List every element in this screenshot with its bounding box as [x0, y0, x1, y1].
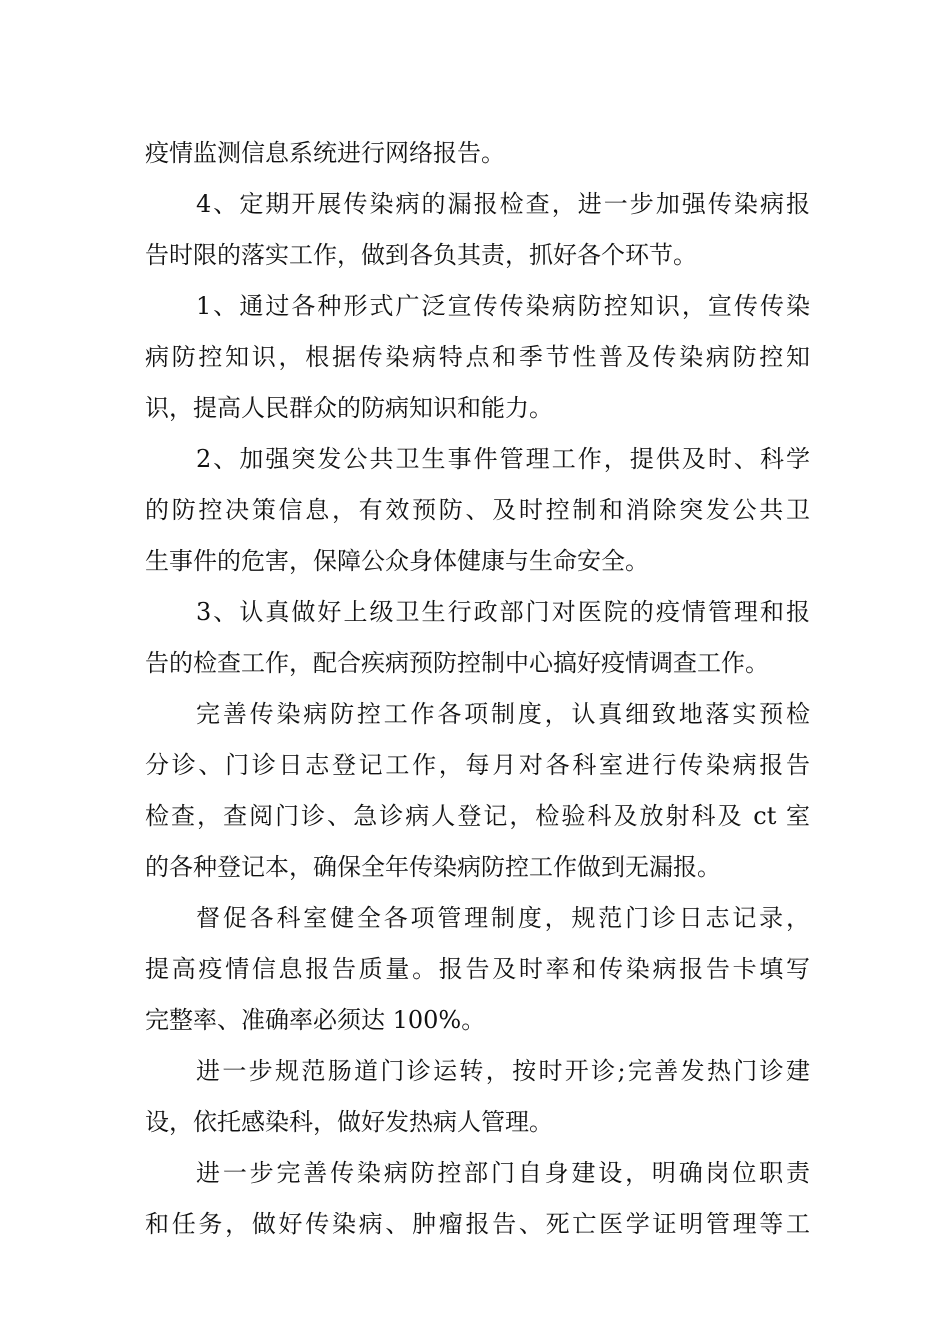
- text-line: 病防控知识，根据传染病特点和季节性普及传染病防控知: [145, 343, 810, 371]
- text-line: 4、定期开展传染病的漏报检查，进一步加强传染病报: [196, 190, 810, 218]
- text-line: 检查，查阅门诊、急诊病人登记，检验科及放射科及 ct 室: [145, 802, 810, 830]
- text-line: 提高疫情信息报告质量。报告及时率和传染病报告卡填写: [145, 955, 810, 983]
- text-line: 和任务，做好传染病、肿瘤报告、死亡医学证明管理等工: [145, 1210, 810, 1238]
- text-line: 的防控决策信息，有效预防、及时控制和消除突发公共卫: [145, 496, 810, 524]
- text-line: 的各种登记本，确保全年传染病防控工作做到无漏报。: [145, 853, 721, 881]
- text-line: 设，依托感染科，做好发热病人管理。: [145, 1108, 553, 1136]
- text-line: 督促各科室健全各项管理制度，规范门诊日志记录，: [196, 904, 810, 932]
- text-line: 1、通过各种形式广泛宣传传染病防控知识，宣传传染: [196, 292, 810, 320]
- text-line: 2、加强突发公共卫生事件管理工作，提供及时、科学: [196, 445, 810, 473]
- text-line: 进一步规范肠道门诊运转，按时开诊;完善发热门诊建: [196, 1057, 810, 1085]
- text-line: 疫情监测信息系统进行网络报告。: [145, 139, 505, 167]
- text-line: 分诊、门诊日志登记工作，每月对各科室进行传染病报告: [145, 751, 810, 779]
- text-line: 告时限的落实工作，做到各负其责，抓好各个环节。: [145, 241, 697, 269]
- text-line: 3、认真做好上级卫生行政部门对医院的疫情管理和报: [196, 598, 810, 626]
- document-body: [145, 128, 810, 1250]
- text-line: 识，提高人民群众的防病知识和能力。: [145, 394, 553, 422]
- text-line: 生事件的危害，保障公众身体健康与生命安全。: [145, 547, 649, 575]
- text-line: 完整率、准确率必须达 100%。: [145, 1006, 486, 1034]
- text-line: 进一步完善传染病防控部门自身建设，明确岗位职责: [196, 1159, 810, 1187]
- text-line: 完善传染病防控工作各项制度，认真细致地落实预检: [196, 700, 810, 728]
- text-line: 告的检查工作，配合疾病预防控制中心搞好疫情调查工作。: [145, 649, 769, 677]
